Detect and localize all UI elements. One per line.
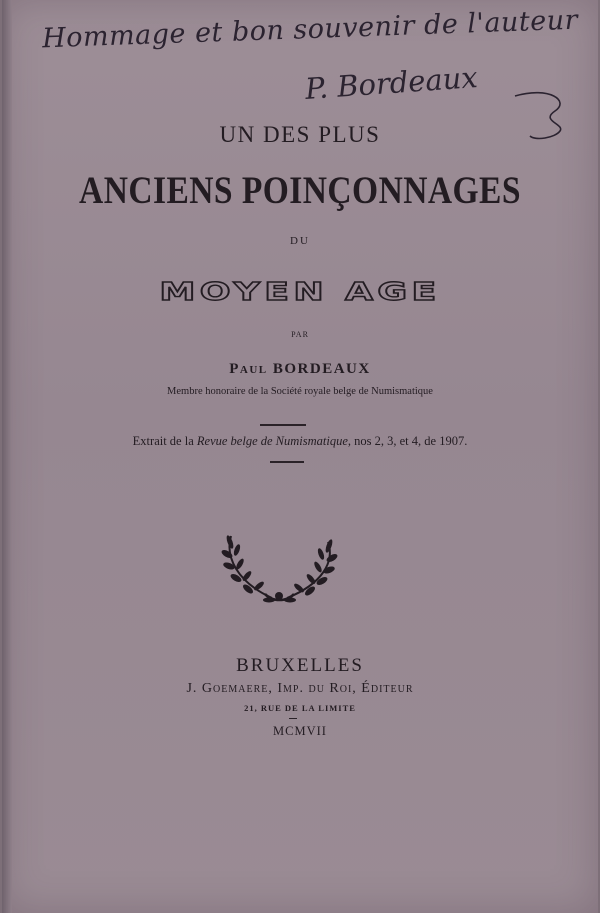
publication-city: BRUXELLES bbox=[236, 655, 364, 676]
author-name: Paul BORDEAUX bbox=[229, 361, 371, 377]
divider-bottom bbox=[270, 461, 304, 463]
extract-suffix: , nos 2, 3, et 4, de 1907. bbox=[347, 434, 468, 448]
publication-year: MCMVII bbox=[273, 724, 327, 738]
author-affiliation: Membre honoraire de la Société royale belge de Numismatique bbox=[167, 386, 433, 397]
dedication-line: Hommage et bon souvenir de l'auteur bbox=[41, 4, 579, 55]
divider-top bbox=[260, 424, 306, 426]
publisher-address: 21, RUE DE LA LIMITE bbox=[244, 703, 356, 713]
publisher-name: J. Goemaere, Imp. du Roi, Éditeur bbox=[186, 681, 414, 696]
extract-note bbox=[2, 434, 598, 449]
book-title: ANCIENS POINÇONNAGES bbox=[79, 169, 521, 212]
extract-prefix: Extrait de la bbox=[132, 434, 194, 448]
by-label: PAR bbox=[291, 330, 309, 339]
dedication-signature: P. Bordeaux bbox=[304, 60, 479, 106]
title-top-line: UN DES PLUS bbox=[219, 122, 381, 147]
book-subtitle: MOYEN AGE bbox=[159, 277, 441, 306]
divider-small bbox=[289, 718, 297, 719]
journal-name: Revue belge de Numismatique bbox=[196, 434, 348, 448]
laurel-wreath-icon bbox=[217, 532, 342, 607]
book-cover bbox=[2, 0, 598, 913]
title-connector: DU bbox=[290, 235, 310, 247]
